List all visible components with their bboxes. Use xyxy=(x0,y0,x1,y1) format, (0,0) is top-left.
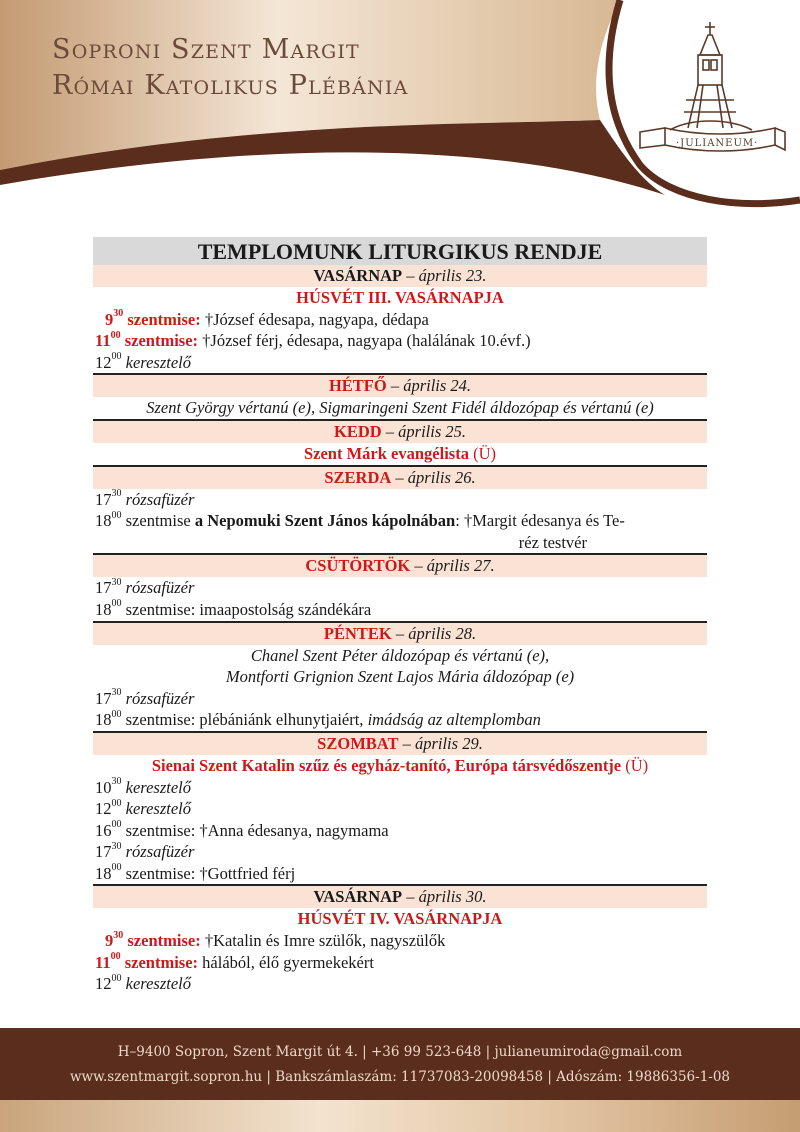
service-line: $18^{00}$ szentmise: imaapostolság szándékára xyxy=(95,598,372,619)
service-line: $18^{00}$ szentmise: plébániánk elhunytjaiért, imádság az altemplomban xyxy=(95,708,541,730)
parish-name-line2: Római Katolikus Plébánia xyxy=(52,70,409,101)
service-line: $17^{30}$ rózsafüzér xyxy=(95,488,195,509)
service-line: $18^{00}$ szentmise a Nepomuki Szent János kápolnában: †Margit édesanya és Te- xyxy=(95,509,625,531)
day-header-sunday xyxy=(93,265,707,287)
day-date: – április 23. xyxy=(402,266,487,285)
service-line-continued: réz testvér xyxy=(518,532,587,552)
page-header xyxy=(0,0,800,215)
service-line: $18^{00}$ szentmise: †Gottfried férj xyxy=(95,862,296,883)
saint-line: Szent György vértanú (e), Sigmaringeni Szent Fidél áldozópap és vértanú (e) xyxy=(146,398,654,418)
service-line: $17^{30}$ rózsafüzér xyxy=(95,687,195,708)
footer-contact-line: H–9400 Sopron, Szent Margit út 4. | +36 99 523-648 | julianeumiroda@gmail.com xyxy=(117,1044,683,1060)
service-line: $12^{00}$ keresztelő xyxy=(95,351,191,372)
footer-bank-line: www.szentmargit.sopron.hu | Bankszámlaszám: 11737083-20098458 | Adószám: 19886356-1-08 xyxy=(69,1069,731,1085)
parish-name-line1: Soproni Szent Margit xyxy=(52,34,360,65)
service-line: $10^{30}$ keresztelő xyxy=(95,776,191,797)
schedule-title: TEMPLOMUNK LITURGIKUS RENDJE xyxy=(93,237,707,265)
page-footer xyxy=(0,1028,800,1100)
day-header-sunday-2: VASÁRNAP – április 30. xyxy=(93,884,707,908)
day-header-thursday: CSÜTÖRTÖK – április 27. xyxy=(93,553,707,577)
day-header-tuesday: KEDD – április 25. xyxy=(93,419,707,443)
feast-title: Sienai Szent Katalin szűz és egyház-tanító, Európa társvédőszentje (Ü) xyxy=(151,755,649,775)
feast-title: Szent Márk evangélista (Ü) xyxy=(303,443,496,463)
saint-line: Chanel Szent Péter áldozópap és vértanú (e), xyxy=(250,645,550,665)
day-header-wednesday: SZERDA – április 26. xyxy=(93,465,707,489)
service-line: $17^{30}$ rózsafüzér xyxy=(95,840,195,862)
day-header-saturday: SZOMBAT – április 29. xyxy=(93,731,707,755)
header-decoration xyxy=(0,0,800,215)
service-line: $12^{00}$ keresztelő xyxy=(95,797,191,819)
day-header-monday: HÉTFŐ – április 24. xyxy=(93,373,707,397)
saint-line: Montforti Grignion Szent Lajos Mária áldozópap (e) xyxy=(225,667,575,687)
liturgical-schedule xyxy=(93,237,707,995)
service-line: $12^{00}$ keresztelő xyxy=(95,972,191,994)
day-header-friday: PÉNTEK – április 28. xyxy=(93,621,707,645)
service-line: $11^{00}$ szentmise: hálából, élő gyermekekért xyxy=(95,951,374,972)
service-line: $9^{30}$ szentmise: †József édesapa, nagyapa, dédapa xyxy=(105,308,429,329)
logo-label: ·JULIANEUM· xyxy=(676,138,759,149)
bottom-decoration-band xyxy=(0,1100,800,1132)
day-name: VASÁRNAP xyxy=(313,266,403,285)
feast-title: HÚSVÉT IV. VASÁRNAPJA xyxy=(297,909,503,929)
service-line: $9^{30}$ szentmise: †Katalin és Imre szülők, nagyszülők xyxy=(105,929,446,951)
service-line: $16^{00}$ szentmise: †Anna édesanya, nagymama xyxy=(95,819,389,840)
service-line: $11^{00}$ szentmise: †József férj, édesapa, nagyapa (halálának 10.évf.) xyxy=(95,329,531,351)
feast-title: HÚSVÉT III. VASÁRNAPJA xyxy=(296,288,504,307)
service-line: $17^{30}$ rózsafüzér xyxy=(95,576,195,598)
